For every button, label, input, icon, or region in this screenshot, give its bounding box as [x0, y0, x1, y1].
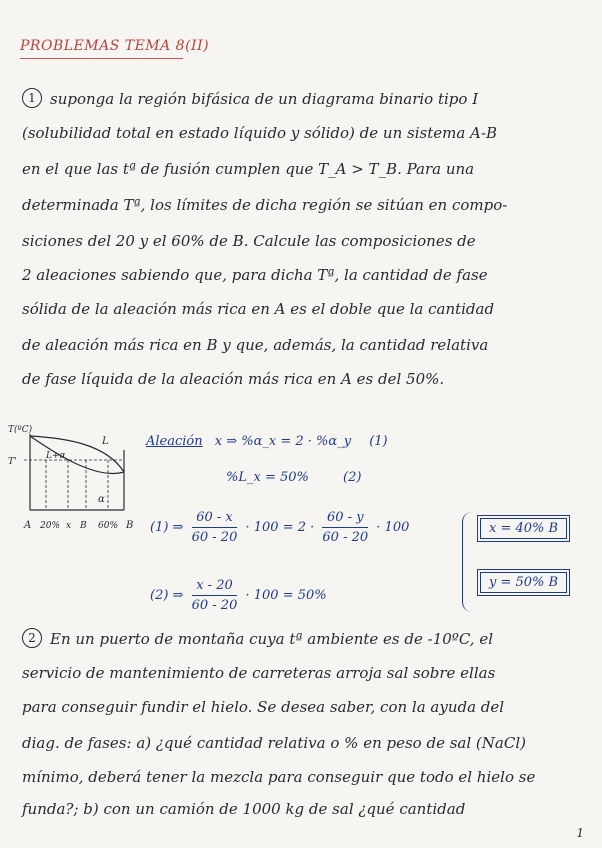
problem2-text-1: En un puerto de montaña cuya tª ambiente es de -10ºC, el [50, 630, 494, 648]
problem1-line-3: en el que las tª de fusión cumplen que T_A > T_B. Para una [22, 160, 475, 178]
solution-eq3-prefix: (1) ⇒ [150, 520, 184, 535]
solution-eq1-text: x ⇒ %α_x = 2 · %α_y [214, 434, 352, 449]
solution-heading: Aleación [146, 434, 203, 449]
title-underline [20, 58, 183, 59]
solution-bracket [462, 512, 475, 612]
problem1-line-1 [22, 88, 478, 108]
problem1-line-4: determinada Tª, los límites de dicha región se sitúan en compo- [22, 196, 508, 214]
solution-eq4-frac: $\frac{x - 20}{60 - 20}$ [191, 578, 238, 613]
diagram-x-label-b1: B [80, 521, 87, 531]
diagram-x-label-20: 20% [40, 521, 61, 531]
problem1-line-7: sólida de la aleación más rica en A es el doble que la cantidad [22, 300, 495, 318]
solution-eq2-text: %L_x = 50% [226, 470, 309, 485]
problem1-line-6: 2 aleaciones sabiendo que, para dicha Tª, la cantidad de fase [22, 266, 488, 284]
diagram-x-label-60: 60% [98, 521, 119, 531]
problem2-line-1 [22, 628, 493, 648]
problem2-number: 2 [22, 628, 42, 648]
solution-eq3-frac1: $\frac{60 - x}{60 - 20}$ [191, 510, 238, 545]
page-title: PROBLEMAS TEMA 8(II) [20, 38, 210, 54]
problem2-line-4: diag. de fases: a) ¿qué cantidad relativa o % en peso de sal (NaCl) [22, 734, 526, 752]
problem2-line-6: funda?; b) con un camión de 1000 kg de sal ¿qué cantidad [22, 800, 466, 818]
problem1-line-5: siciones del 20 y el 60% de B. Calcule las composiciones de [22, 232, 476, 250]
diagram-x-label-a: A [24, 520, 32, 531]
problem1-line-8: de aleación más rica en B y que, además, la cantidad relativa [22, 336, 489, 354]
solution-eq2 [226, 470, 361, 485]
solution-eq1-tag: (1) [369, 434, 388, 449]
problem2-line-2: servicio de mantenimiento de carreteras arroja sal sobre ellas [22, 664, 496, 682]
solution-eq1 [146, 434, 388, 449]
solution-eq4-prefix: (2) ⇒ [150, 588, 184, 603]
diagram-liquidus-curve [30, 436, 124, 472]
result-y-box: y = 50% B [480, 572, 567, 593]
diagram-liquid-label: L [102, 436, 109, 447]
problem1-line-9: de fase líquida de la aleación más rica en A es del 50%. [22, 370, 445, 388]
problem2-line-5: mínimo, deberá tener la mezcla para conseguir que todo el hielo se [22, 768, 536, 786]
solution-eq3 [150, 510, 409, 545]
solution-eq4-end: · 100 = 50% [245, 588, 327, 603]
solution-eq2-tag: (2) [343, 470, 362, 485]
diagram-t-label: T' [8, 457, 17, 467]
diagram-solid-label: α [98, 494, 105, 505]
result-x-box: x = 40% B [480, 518, 567, 539]
solution-eq4 [150, 578, 327, 613]
diagram-y-label: T(ºC) [8, 425, 33, 435]
problem1-line-2: (solubilidad total en estado líquido y sólido) de un sistema A-B [22, 124, 497, 142]
page-number: 1 [576, 826, 584, 840]
solution-eq3-end: · 100 [376, 520, 410, 535]
diagram-x-label-x: x [66, 521, 72, 531]
problem2-line-3: para conseguir fundir el hielo. Se desea saber, con la ayuda del [22, 698, 505, 716]
problem1-number: 1 [22, 88, 42, 108]
phase-diagram-sketch [6, 420, 142, 540]
problem1-text-1: suponga la región bifásica de un diagrama binario tipo I [50, 90, 479, 108]
solution-eq3-frac2: $\frac{60 - y}{60 - 20}$ [322, 510, 369, 545]
diagram-x-label-b2: B [126, 520, 134, 531]
diagram-region-label: L+α [46, 451, 66, 461]
solution-eq3-mid: · 100 = 2 · [245, 520, 315, 535]
diagram-solidus-curve [30, 436, 124, 473]
